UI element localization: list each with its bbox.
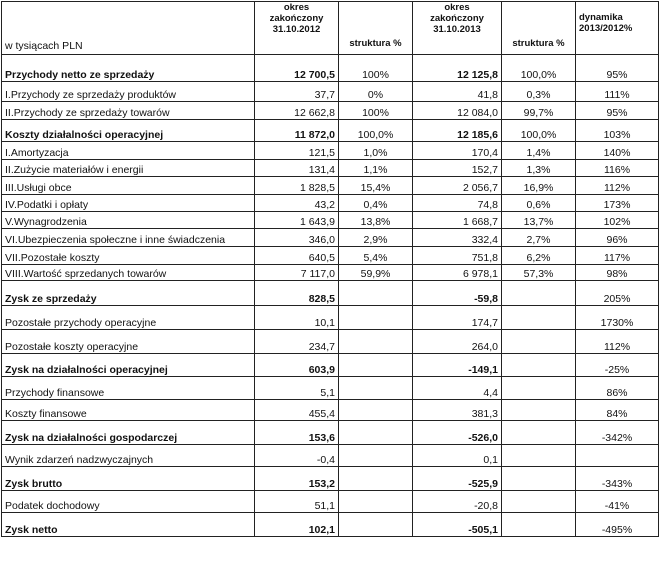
dynamics-value: 102% xyxy=(576,212,659,229)
value-2012: 1 643,9 xyxy=(255,212,339,229)
value-2012: 1 828,5 xyxy=(255,177,339,195)
value-2013: -20,8 xyxy=(413,491,502,513)
dynamics-value: -343% xyxy=(576,467,659,491)
structure-2012: 5,4% xyxy=(339,247,413,265)
value-2013: 152,7 xyxy=(413,160,502,177)
financial-statement-table-container xyxy=(1,1,658,537)
period-2012-header xyxy=(255,2,339,55)
structure-2012 xyxy=(339,400,413,421)
dynamics-value: 116% xyxy=(576,160,659,177)
table-row xyxy=(2,195,659,212)
value-2013: -59,8 xyxy=(413,281,502,306)
value-2013: 264,0 xyxy=(413,330,502,354)
table-row xyxy=(2,229,659,247)
value-2013: -526,0 xyxy=(413,421,502,445)
structure-2012: 59,9% xyxy=(339,265,413,281)
row-label: V.Wynagrodzenia xyxy=(2,212,255,229)
row-label: Pozostałe przychody operacyjne xyxy=(2,306,255,330)
table-row xyxy=(2,212,659,229)
dynamics-value: -25% xyxy=(576,354,659,377)
period-2012-header-line: okres xyxy=(283,2,310,13)
row-label: Przychody finansowe xyxy=(2,377,255,400)
value-2013: 170,4 xyxy=(413,142,502,160)
row-label: VI.Ubezpieczenia społeczne i inne świadczenia xyxy=(2,229,255,247)
value-2013: 751,8 xyxy=(413,247,502,265)
structure-2013: 2,7% xyxy=(502,229,576,247)
value-2013: 174,7 xyxy=(413,306,502,330)
dynamics-value: 140% xyxy=(576,142,659,160)
value-2013: 12 125,8 xyxy=(413,55,502,82)
value-2012: 37,7 xyxy=(255,82,339,102)
dynamics-value: 111% xyxy=(576,82,659,102)
table-row xyxy=(2,247,659,265)
row-label: Koszty działalności operacyjnej xyxy=(2,120,255,142)
structure-2013: 99,7% xyxy=(502,102,576,120)
profit-and-loss-table xyxy=(1,1,659,537)
structure-2013 xyxy=(502,445,576,467)
row-label: IV.Podatki i opłaty xyxy=(2,195,255,212)
period-2013-header-line: 31.10.2013 xyxy=(433,24,481,35)
structure-2012 xyxy=(339,354,413,377)
structure-2013: 100,0% xyxy=(502,120,576,142)
structure-2013 xyxy=(502,400,576,421)
dynamics-value: 96% xyxy=(576,229,659,247)
structure-2013: 16,9% xyxy=(502,177,576,195)
row-label: II.Zużycie materiałów i energii xyxy=(2,160,255,177)
structure-2013 xyxy=(502,281,576,306)
dynamics-value: 173% xyxy=(576,195,659,212)
dynamics-header xyxy=(576,2,659,55)
structure-2012: 13,8% xyxy=(339,212,413,229)
structure-2012: 0,4% xyxy=(339,195,413,212)
row-label: I.Amortyzacja xyxy=(2,142,255,160)
structure-2013 xyxy=(502,354,576,377)
structure-2012 xyxy=(339,377,413,400)
structure-2012: 100,0% xyxy=(339,120,413,142)
row-label: Pozostałe koszty operacyjne xyxy=(2,330,255,354)
period-2013-header xyxy=(413,2,502,55)
structure-2013 xyxy=(502,491,576,513)
value-2012: 346,0 xyxy=(255,229,339,247)
period-2013-header-line: okres xyxy=(444,2,470,13)
value-2012: 121,5 xyxy=(255,142,339,160)
dynamics-value: 112% xyxy=(576,177,659,195)
value-2012: 131,4 xyxy=(255,160,339,177)
value-2013: -525,9 xyxy=(413,467,502,491)
period-2012-header-line: 31.10.2012 xyxy=(272,24,321,35)
table-row xyxy=(2,281,659,306)
structure-2013: 100,0% xyxy=(502,55,576,82)
value-2013: 74,8 xyxy=(413,195,502,212)
value-2012: 51,1 xyxy=(255,491,339,513)
dynamics-value: 95% xyxy=(576,102,659,120)
value-2013: 1 668,7 xyxy=(413,212,502,229)
table-body xyxy=(2,2,659,537)
table-row xyxy=(2,330,659,354)
structure-2013 xyxy=(502,330,576,354)
structure-2013 xyxy=(502,306,576,330)
row-label: Zysk brutto xyxy=(2,467,255,491)
value-2012: 12 700,5 xyxy=(255,55,339,82)
dynamics-header-line: dynamika xyxy=(579,12,623,23)
value-2012: 640,5 xyxy=(255,247,339,265)
structure-2012 xyxy=(339,281,413,306)
table-row xyxy=(2,513,659,537)
value-2012: 828,5 xyxy=(255,281,339,306)
value-2013: 332,4 xyxy=(413,229,502,247)
value-2013: 12 084,0 xyxy=(413,102,502,120)
dynamics-value: 86% xyxy=(576,377,659,400)
table-row xyxy=(2,177,659,195)
table-row xyxy=(2,265,659,281)
structure-2012 xyxy=(339,491,413,513)
row-label: Zysk na działalności gospodarczej xyxy=(2,421,255,445)
row-label: II.Przychody ze sprzedaży towarów xyxy=(2,102,255,120)
value-2013: 12 185,6 xyxy=(413,120,502,142)
value-2013: 6 978,1 xyxy=(413,265,502,281)
row-label: VIII.Wartość sprzedanych towarów xyxy=(2,265,255,281)
value-2013: 2 056,7 xyxy=(413,177,502,195)
row-label: Zysk netto xyxy=(2,513,255,537)
row-label: Wynik zdarzeń nadzwyczajnych xyxy=(2,445,255,467)
dynamics-value: 84% xyxy=(576,400,659,421)
structure-2013: 57,3% xyxy=(502,265,576,281)
dynamics-value: 205% xyxy=(576,281,659,306)
dynamics-value: -41% xyxy=(576,491,659,513)
table-row xyxy=(2,82,659,102)
structure-2013: 0,6% xyxy=(502,195,576,212)
structure-2012: 1,1% xyxy=(339,160,413,177)
value-2012: 455,4 xyxy=(255,400,339,421)
value-2012: 102,1 xyxy=(255,513,339,537)
value-2013: -149,1 xyxy=(413,354,502,377)
dynamics-value: 1730% xyxy=(576,306,659,330)
table-row xyxy=(2,445,659,467)
value-2012: 603,9 xyxy=(255,354,339,377)
structure-2012 xyxy=(339,467,413,491)
structure-2013: 1,3% xyxy=(502,160,576,177)
dynamics-value: -342% xyxy=(576,421,659,445)
row-label: Podatek dochodowy xyxy=(2,491,255,513)
row-label: Zysk ze sprzedaży xyxy=(2,281,255,306)
table-row xyxy=(2,400,659,421)
structure-2013 xyxy=(502,467,576,491)
structure-2013: 1,4% xyxy=(502,142,576,160)
dynamics-value: -495% xyxy=(576,513,659,537)
row-label: Przychody netto ze sprzedaży xyxy=(2,55,255,82)
value-2012: 11 872,0 xyxy=(255,120,339,142)
dynamics-value: 95% xyxy=(576,55,659,82)
value-2012: 5,1 xyxy=(255,377,339,400)
dynamics-value: 117% xyxy=(576,247,659,265)
structure-2013: 0,3% xyxy=(502,82,576,102)
structure-2012-header: struktura % xyxy=(339,2,413,55)
structure-2012 xyxy=(339,306,413,330)
value-2013: 381,3 xyxy=(413,400,502,421)
structure-2012: 0% xyxy=(339,82,413,102)
structure-2012: 100% xyxy=(339,55,413,82)
structure-2012: 2,9% xyxy=(339,229,413,247)
value-2012: 43,2 xyxy=(255,195,339,212)
dynamics-value: 112% xyxy=(576,330,659,354)
structure-2012 xyxy=(339,445,413,467)
value-2012: 12 662,8 xyxy=(255,102,339,120)
period-2012-header-line: zakończony xyxy=(269,13,324,24)
dynamics-value: 98% xyxy=(576,265,659,281)
period-2013-header-line: zakończony xyxy=(430,13,484,24)
row-label: Koszty finansowe xyxy=(2,400,255,421)
value-2013: 41,8 xyxy=(413,82,502,102)
structure-2012 xyxy=(339,513,413,537)
value-2012: 153,6 xyxy=(255,421,339,445)
table-row xyxy=(2,142,659,160)
value-2013: -505,1 xyxy=(413,513,502,537)
value-2012: 153,2 xyxy=(255,467,339,491)
value-2012: 10,1 xyxy=(255,306,339,330)
table-row xyxy=(2,102,659,120)
table-row xyxy=(2,306,659,330)
dynamics-value: 103% xyxy=(576,120,659,142)
structure-2013: 13,7% xyxy=(502,212,576,229)
value-2012: -0,4 xyxy=(255,445,339,467)
table-row xyxy=(2,354,659,377)
table-row xyxy=(2,421,659,445)
value-2012: 7 117,0 xyxy=(255,265,339,281)
structure-2013 xyxy=(502,421,576,445)
table-row xyxy=(2,55,659,82)
structure-2012 xyxy=(339,421,413,445)
structure-2012 xyxy=(339,330,413,354)
value-2013: 0,1 xyxy=(413,445,502,467)
table-row xyxy=(2,160,659,177)
unit-label: w tysiącach PLN xyxy=(2,2,255,55)
table-row xyxy=(2,467,659,491)
value-2012: 234,7 xyxy=(255,330,339,354)
structure-2013-header: struktura % xyxy=(502,2,576,55)
dynamics-header-line: 2013/2012% xyxy=(579,23,633,34)
structure-2012: 15,4% xyxy=(339,177,413,195)
value-2013: 4,4 xyxy=(413,377,502,400)
structure-2012: 1,0% xyxy=(339,142,413,160)
table-row xyxy=(2,491,659,513)
structure-2012: 100% xyxy=(339,102,413,120)
table-row xyxy=(2,377,659,400)
header-row xyxy=(2,2,659,55)
row-label: VII.Pozostałe koszty xyxy=(2,247,255,265)
row-label: I.Przychody ze sprzedaży produktów xyxy=(2,82,255,102)
structure-2013 xyxy=(502,377,576,400)
structure-2013: 6,2% xyxy=(502,247,576,265)
dynamics-value xyxy=(576,445,659,467)
structure-2013 xyxy=(502,513,576,537)
row-label: Zysk na działalności operacyjnej xyxy=(2,354,255,377)
row-label: III.Usługi obce xyxy=(2,177,255,195)
table-row xyxy=(2,120,659,142)
